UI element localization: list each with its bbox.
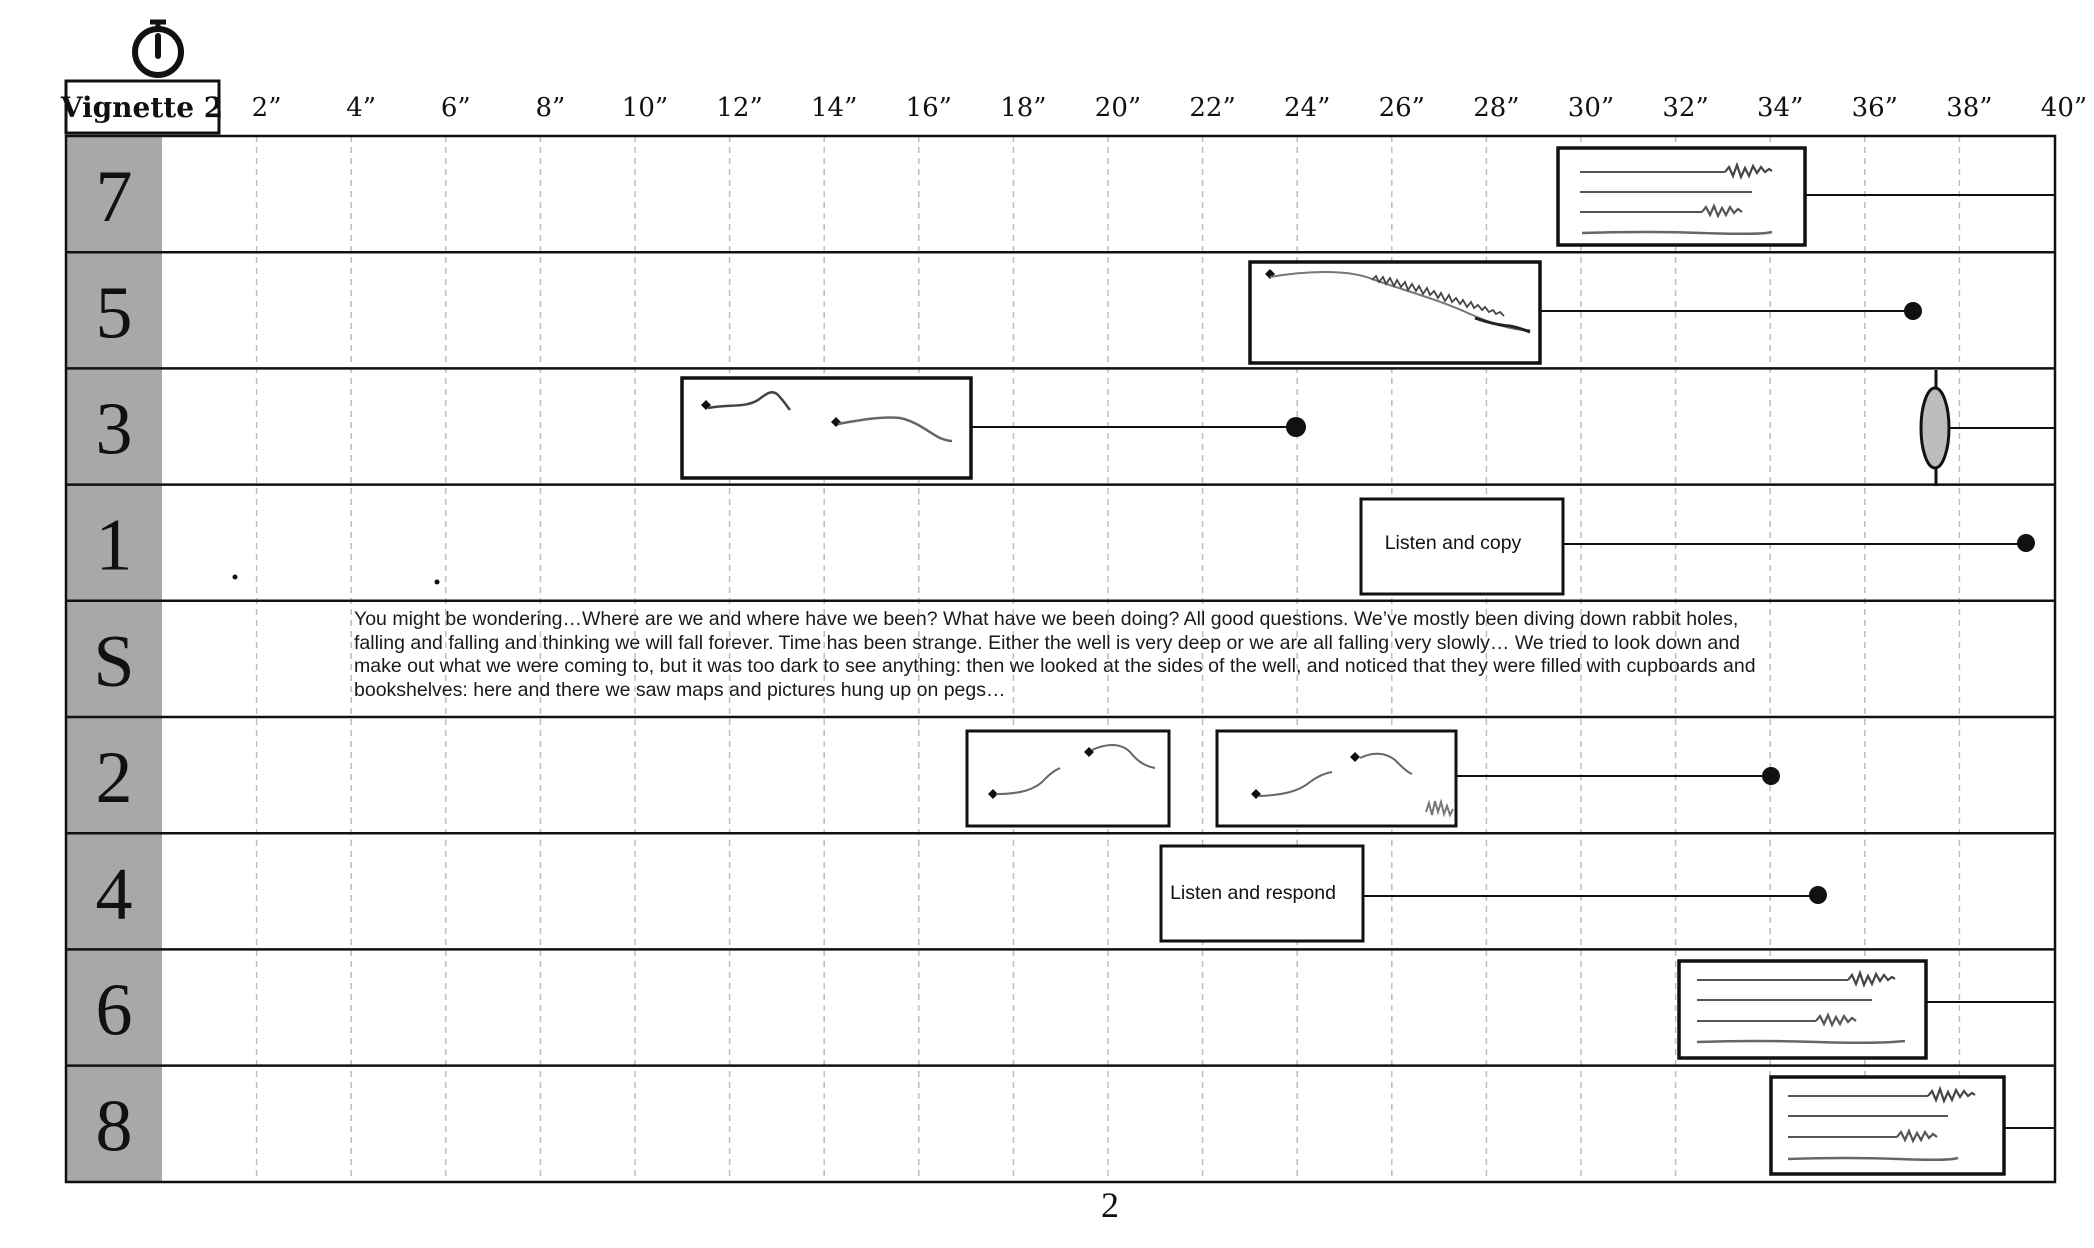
listen-and-respond-label: Listen and respond — [1170, 882, 1336, 904]
time-tick-label: 36” — [1851, 93, 1898, 123]
time-tick-label: 18” — [1000, 93, 1047, 123]
row-6-waveform-box — [1679, 961, 1926, 1058]
row-2-contour-box-a — [967, 731, 1169, 826]
row-labels — [93, 156, 134, 1168]
row-1-speck — [435, 580, 440, 585]
time-tick-label: 2” — [251, 93, 282, 123]
row-2-end-dot — [1762, 767, 1780, 785]
row-label: 7 — [95, 156, 133, 239]
row-1-listen-copy-box — [1361, 499, 1563, 594]
time-tick-label: 12” — [716, 93, 763, 123]
row-label: 1 — [95, 504, 133, 587]
row-label: 4 — [95, 853, 133, 936]
row-1-end-dot — [2017, 534, 2035, 552]
time-tick-label: 40” — [2040, 93, 2088, 123]
row-label: 6 — [95, 969, 133, 1052]
row-7-waveform-box — [1558, 148, 1805, 245]
row-1-speck — [233, 575, 238, 580]
time-tick-label: 28” — [1473, 93, 1520, 123]
row-5-end-dot — [1904, 302, 1922, 320]
row-label: 3 — [95, 388, 133, 471]
vignette-title: Vignette 2 — [60, 91, 224, 124]
time-tick-label: 10” — [621, 93, 669, 123]
row-3-lens-symbol — [1921, 370, 2055, 486]
time-axis — [252, 93, 2088, 123]
row-5-contour-box — [1250, 262, 1540, 363]
row-4-listen-respond-box — [1161, 846, 1363, 941]
time-tick-label: 38” — [1946, 93, 1993, 123]
row-3-contour-box — [682, 378, 971, 478]
row-8-waveform-box — [1771, 1077, 2004, 1174]
time-tick-label: 8” — [535, 93, 566, 123]
spoken-text: You might be wondering…Where are we and where have we been? What have we been doing? All good questions. We’ve mostly been diving down rabbit holes, falling and falling and thinking we will fall forever. Time has been strange. Either the well is very deep or we are all falling very slowly… We tried to look down and make out what we were coming to, but it was too dark to see anything: then we looked at the sides of the well, and noticed that they were filled with cupboards and bookshelves: here and there we saw maps and pictures hung up on pegs… — [354, 608, 1756, 701]
row-4-end-dot — [1809, 886, 1827, 904]
listen-and-copy-label: Listen and copy — [1384, 532, 1522, 554]
time-tick-label: 16” — [905, 93, 952, 123]
time-tick-label: 14” — [811, 93, 858, 123]
time-tick-label: 20” — [1094, 93, 1142, 123]
time-tick-label: 4” — [346, 93, 377, 123]
page-number: 2 — [1101, 1185, 1119, 1225]
time-tick-label: 6” — [440, 93, 471, 123]
row-label: 2 — [95, 737, 133, 820]
row-label: 8 — [95, 1085, 133, 1168]
row-label: S — [93, 620, 135, 703]
row-2-contour-box-b — [1217, 731, 1456, 826]
row-3-end-dot — [1286, 417, 1306, 437]
time-tick-label: 30” — [1567, 93, 1615, 123]
row-label: 5 — [95, 272, 133, 355]
time-tick-label: 24” — [1284, 93, 1331, 123]
time-tick-label: 26” — [1378, 93, 1425, 123]
time-tick-label: 32” — [1662, 93, 1709, 123]
time-tick-label: 22” — [1189, 93, 1236, 123]
stopwatch-icon — [135, 22, 181, 75]
time-tick-label: 34” — [1757, 93, 1804, 123]
